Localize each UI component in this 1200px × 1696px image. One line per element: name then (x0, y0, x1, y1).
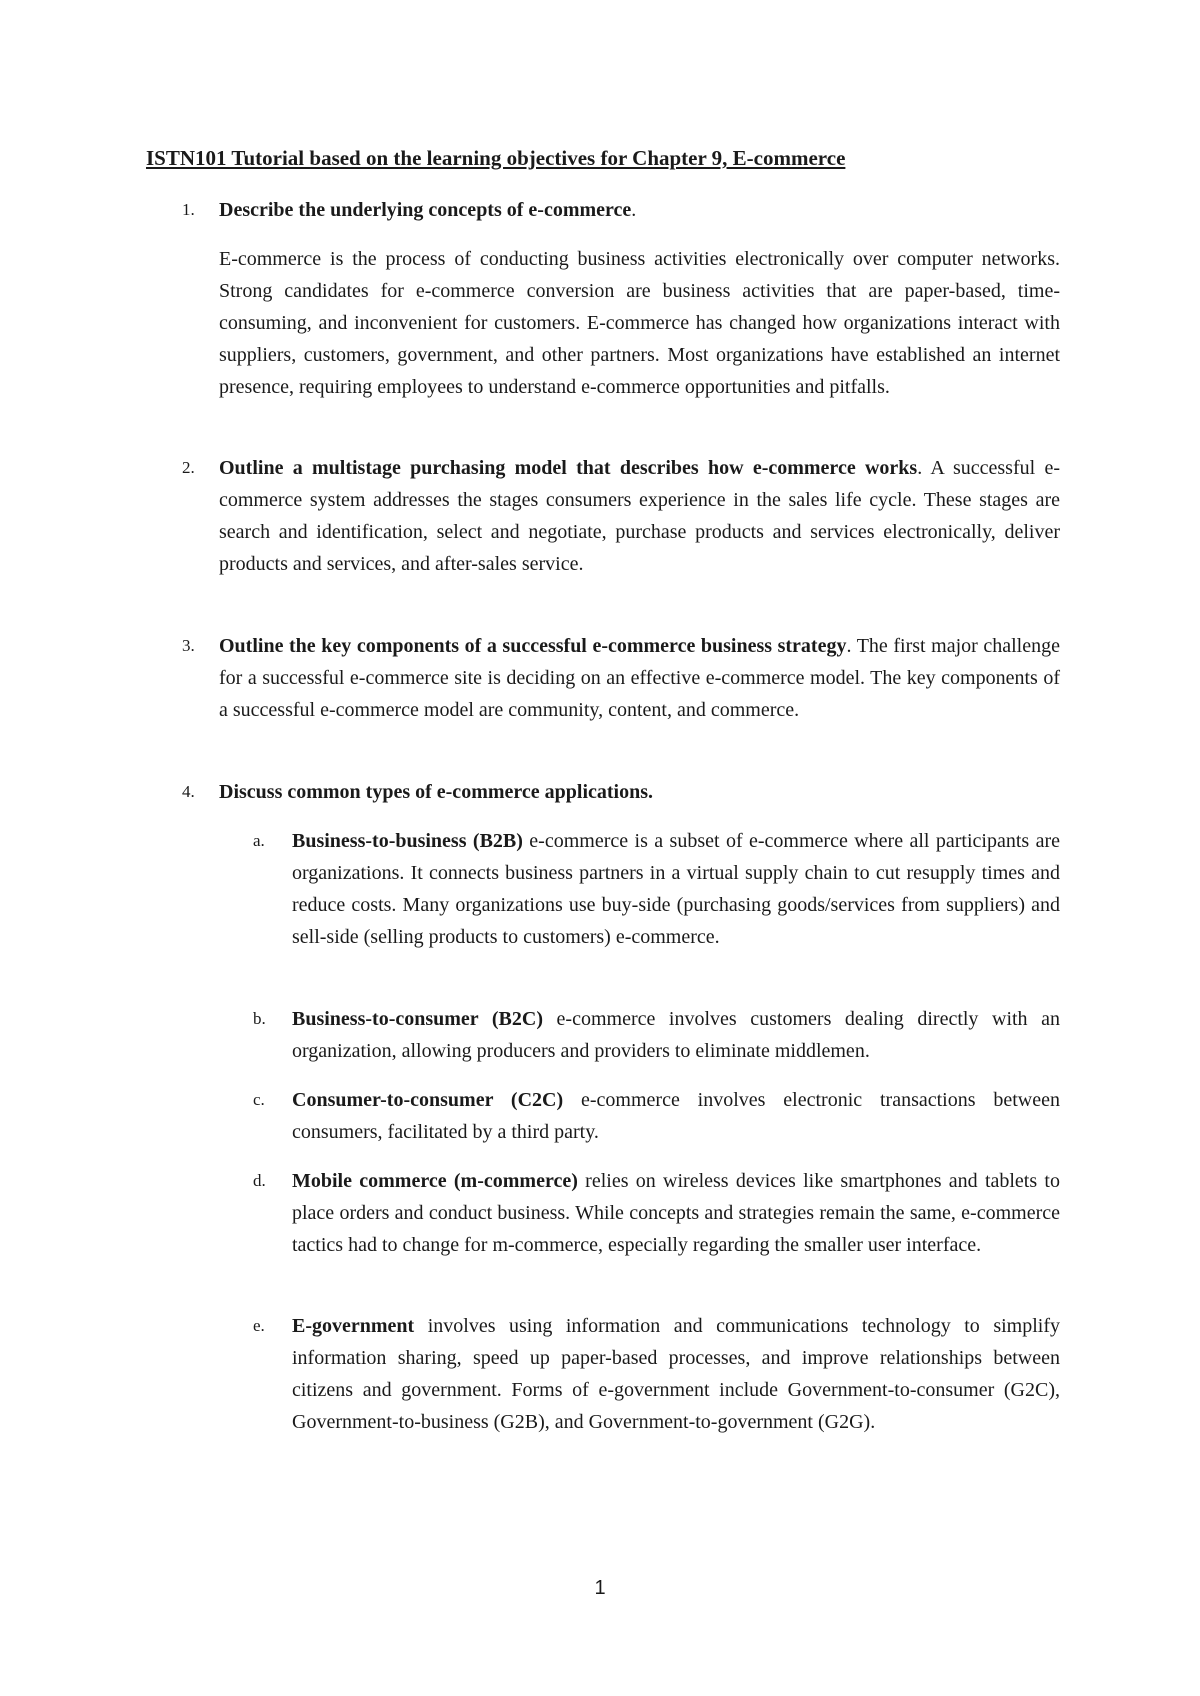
subitem-text: involves using information and communications technology to simplify information sharing, speed up paper-based processes, and improve relationships between citizens and government. Forms of e-government include Government-to-consumer (G2C), Government-to-business (G2B), and Government-to-government (G2G). (292, 1315, 1060, 1433)
item-heading-end: . (631, 199, 637, 221)
subitem-term: Business-to-consumer (B2C) (292, 1008, 543, 1030)
item-paragraph: The first major challenge for a successful e-commerce site is deciding on an effective e-commerce model. The key components of a successful e-commerce model are community, content, and commerce. (219, 635, 1060, 721)
subitem-text: e-commerce involves electronic transactions between consumers, facilitated by a third party. (292, 1089, 1061, 1143)
subitem-term: Consumer-to-consumer (C2C) (292, 1089, 564, 1111)
item-number: 2. (182, 458, 195, 477)
page-number: 1 (594, 1577, 606, 1599)
subitem-term: Mobile commerce (m-commerce) (292, 1170, 578, 1192)
subitem-text: e-commerce is a subset of e-commerce where all participants are organizations. It connects business partners in a virtual supply chain to cut resupply times and reduce costs. Many organizations use buy-side (purchasing goods/services from suppliers) and sell-side (selling products to customers) e-commerce. (292, 830, 1060, 948)
subitem-letter: a. (253, 831, 265, 850)
item-heading: Discuss common types of e-commerce applications. (219, 781, 654, 803)
item-number: 4. (182, 782, 195, 801)
item-heading-end: . (846, 635, 852, 657)
item-number: 1. (182, 200, 195, 219)
subitem-term: Business-to-business (B2B) (292, 830, 523, 852)
subitem-letter: d. (253, 1171, 266, 1190)
subitem-text: relies on wireless devices like smartphones and tablets to place orders and conduct business. While concepts and strategies remain the same, e-commerce tactics had to change for m-commerce, especially regarding the smaller user interface. (292, 1170, 1060, 1256)
document-title: ISTN101 Tutorial based on the learning objectives for Chapter 9, E-commerce (146, 146, 846, 170)
item-paragraph: E-commerce is the process of conducting business activities electronically over computer networks. Strong candidates for e-commerce conversion are business activities that are paper-based, time-consuming, and inconvenient for customers. E-commerce has changed how organizations interact with suppliers, customers, government, and other partners. Most organizations have established an internet presence, requiring employees to understand e-commerce opportunities and pitfalls. (219, 248, 1060, 398)
item-heading-end: . (917, 457, 923, 479)
item-heading: Outline the key components of a successful e-commerce business strategy (219, 635, 847, 657)
subitem-text: e-commerce involves customers dealing directly with an organization, allowing producers and providers to eliminate middlemen. (292, 1008, 1060, 1062)
subitem-term: E-government (292, 1315, 415, 1337)
subitem-letter: b. (253, 1009, 266, 1028)
item-heading: Outline a multistage purchasing model that describes how e-commerce works (219, 457, 918, 479)
item-heading: Describe the underlying concepts of e-commerce (219, 199, 632, 221)
subitem-letter: e. (253, 1316, 265, 1335)
item-paragraph: A successful e-commerce system addresses the stages consumers experience in the sales life cycle. These stages are search and identification, select and negotiate, purchase products and services electronically, deliver products and services, and after-sales service. (219, 457, 1060, 575)
item-number: 3. (182, 636, 195, 655)
subitem-letter: c. (253, 1090, 265, 1109)
